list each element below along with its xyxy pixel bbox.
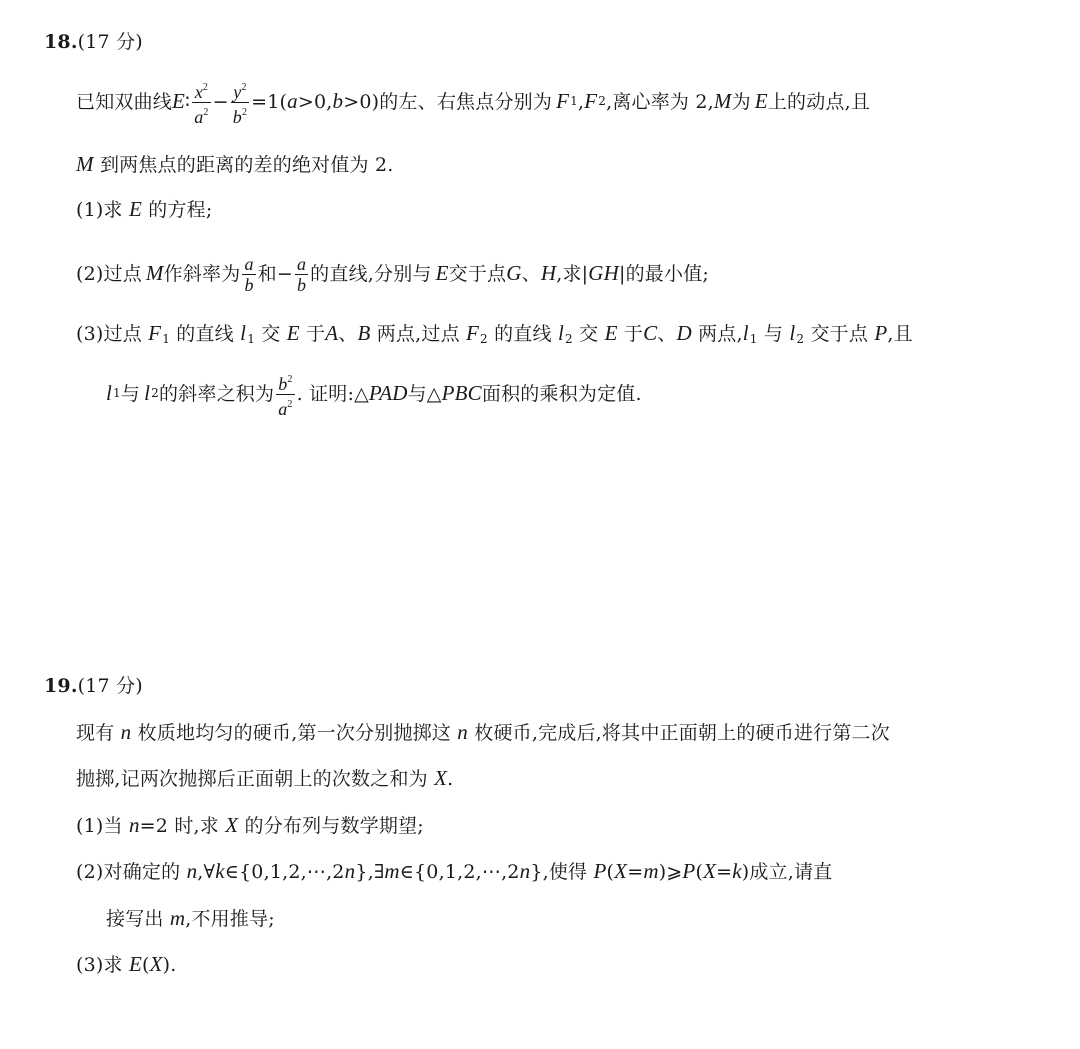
q19-part-1: (1)当 n=2 时,求 X 的分布列与数学期望; (76, 813, 424, 837)
q19-part-2-line-1: (2)对确定的 n,∀k∈{0,1,2,⋯,2n},∃m∈{0,1,2,⋯,2n},使得 P(X=m)⩾P(X=k)成立,请直 (76, 859, 833, 883)
fraction-y2-b2: $\frac{y^2}{b^2}$ (231, 78, 249, 127)
q18-part-3-line-2: l 1 与 l 2 的斜率之积为 $\frac{b^2}{a^2}$ . 证明:△ PAD 与△ PBC 面积的乘积为定值. (106, 366, 642, 422)
q19-header (44, 676, 143, 697)
q18-intro-line: 已知双曲线 E ∶ $\frac{x^2}{a^2}$ − $\frac{y^2}{b^2}$ =1( a >0, b >0)的左、右焦点分别为 F 1 , F 2 ,离心率为 2, M 为 E 上的动点,且 (76, 76, 870, 128)
fraction-a-b: $\frac{a}{b}$ (244, 253, 254, 295)
q19-number: 19. (44, 675, 78, 697)
q19-line-1: 现有 n 枚质地均匀的硬币,第一次分别抛掷这 n 枚硬币,完成后,将其中正面朝上的硬币进行第二次 (76, 720, 890, 744)
fraction-x2-a2: $\frac{x^2}{a^2}$ (192, 78, 210, 127)
fraction-a-b-neg: $\frac{a}{b}$ (296, 253, 307, 295)
q18-line-2: M 到两焦点的距离的差的绝对值为 2. (76, 152, 394, 176)
q18-score: (17 分) (77, 31, 143, 53)
q18-part-1: (1)求 E 的方程; (76, 197, 213, 221)
q18-part-2: (2)过点 M 作斜率为 $\frac{a}{b}$ 和− $\frac{a}{b}$ 的直线,分别与 E 交于点 G 、 H ,求| GH |的最小值; (76, 253, 710, 295)
q19-part-3: (3)求 E(X). (76, 952, 177, 976)
q19-score: (17 分) (77, 675, 143, 697)
q19-part-2-line-2: 接写出 m,不用推导; (106, 906, 275, 930)
q18-header (44, 32, 143, 53)
fraction-b2-a2: $\frac{b^2}{a^2}$ (276, 370, 294, 419)
q19-line-2: 抛掷,记两次抛掷后正面朝上的次数之和为 X. (76, 766, 454, 790)
q18-part-3-line-1: (3)过点 $F_1$ 的直线 $l_1$ 交 E 于A、B 两点,过点 $F_2$ 的直线 $l_2$ 交 E 于C、D 两点$,l_1$ 与 $l_2$ 交于点 P,且 (76, 321, 913, 346)
q18-number: 18. (44, 31, 78, 53)
